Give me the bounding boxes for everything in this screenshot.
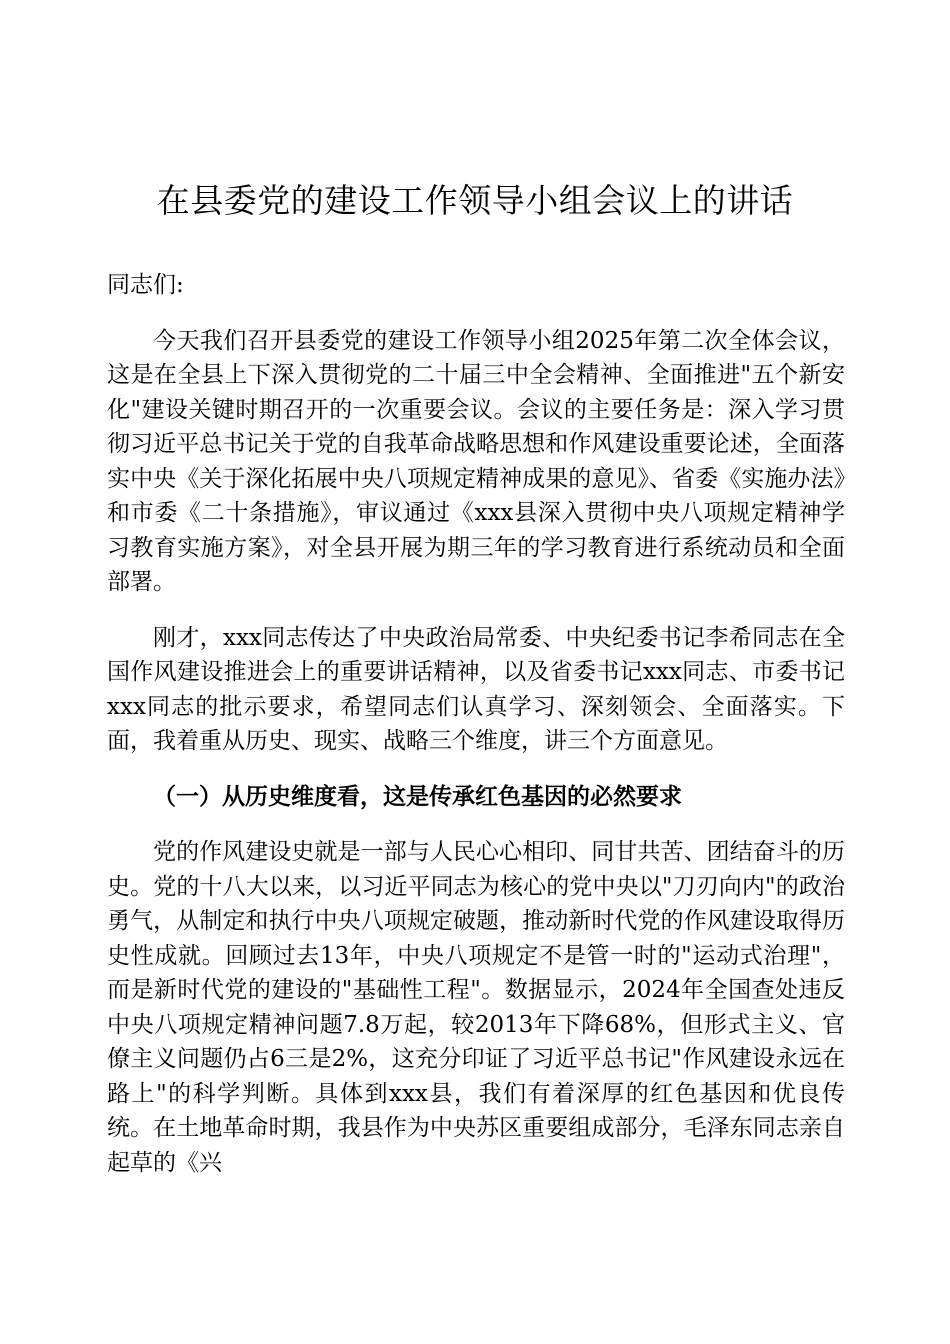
salutation: 同志们:: [107, 272, 184, 298]
document-title: 在县委党的建设工作领导小组会议上的讲话: [156, 181, 794, 220]
section-heading: （一）从历史维度看，这是传承红色基因的必然要求: [153, 782, 682, 810]
document-body: [107, 268, 845, 1201]
paragraph-intro: 今天我们召开县委党的建设工作领导小组2025年第二次全体会议，这是在全县上下深入贯彻党的二十届三中全会精神、全面推进"五个新安化"建设关键时期召开的一次重要会议。会议的主要任务是：深入学习贯彻习近平总书记关于党的自我革命战略思想和作风建设重要论述，全面落实中央《关于深化拓展中央八项规定精神成果的意见》、省委《实施办法》和市委《二十条措施》，审议通过《xxx县深入贯彻中央八项规定精神学习教育实施方案》，对全县开展为期三年的学习教育进行系统动员和全面部署。: [107, 327, 845, 595]
paragraph-section-one: 党的作风建设史就是一部与人民心心相印、同甘共苦、团结奋斗的历史。党的十八大以来，以习近平同志为核心的党中央以"刀刃向内"的政治勇气，从制定和执行中央八项规定破题，推动新时代党的作风建设取得历史性成就。回顾过去13年，中央八项规定不是管一时的"运动式治理"，而是新时代党的建设的"基础性工程"。数据显示，2024年全国查处违反中央八项规定精神问题7.8万起，较2013年下降68%，但形式主义、官僚主义问题仍占6三是2%，这充分印证了习近平总书记"作风建设永远在路上"的科学判断。具体到xxx县，我们有着深厚的红色基因和优良传统。在土地革命时期，我县作为中央苏区重要组成部分，毛泽东同志亲自起草的《兴: [107, 839, 845, 1176]
paragraph-outline: 刚才，xxx同志传达了中央政治局常委、中央纪委书记李希同志在全国作风建设推进会上的重要讲话精神，以及省委书记xxx同志、市委书记xxx同志的批示要求，希望同志们认真学习、深刻领会、全面落实。下面，我着重从历史、现实、战略三个维度，讲三个方面意见。: [107, 624, 845, 754]
